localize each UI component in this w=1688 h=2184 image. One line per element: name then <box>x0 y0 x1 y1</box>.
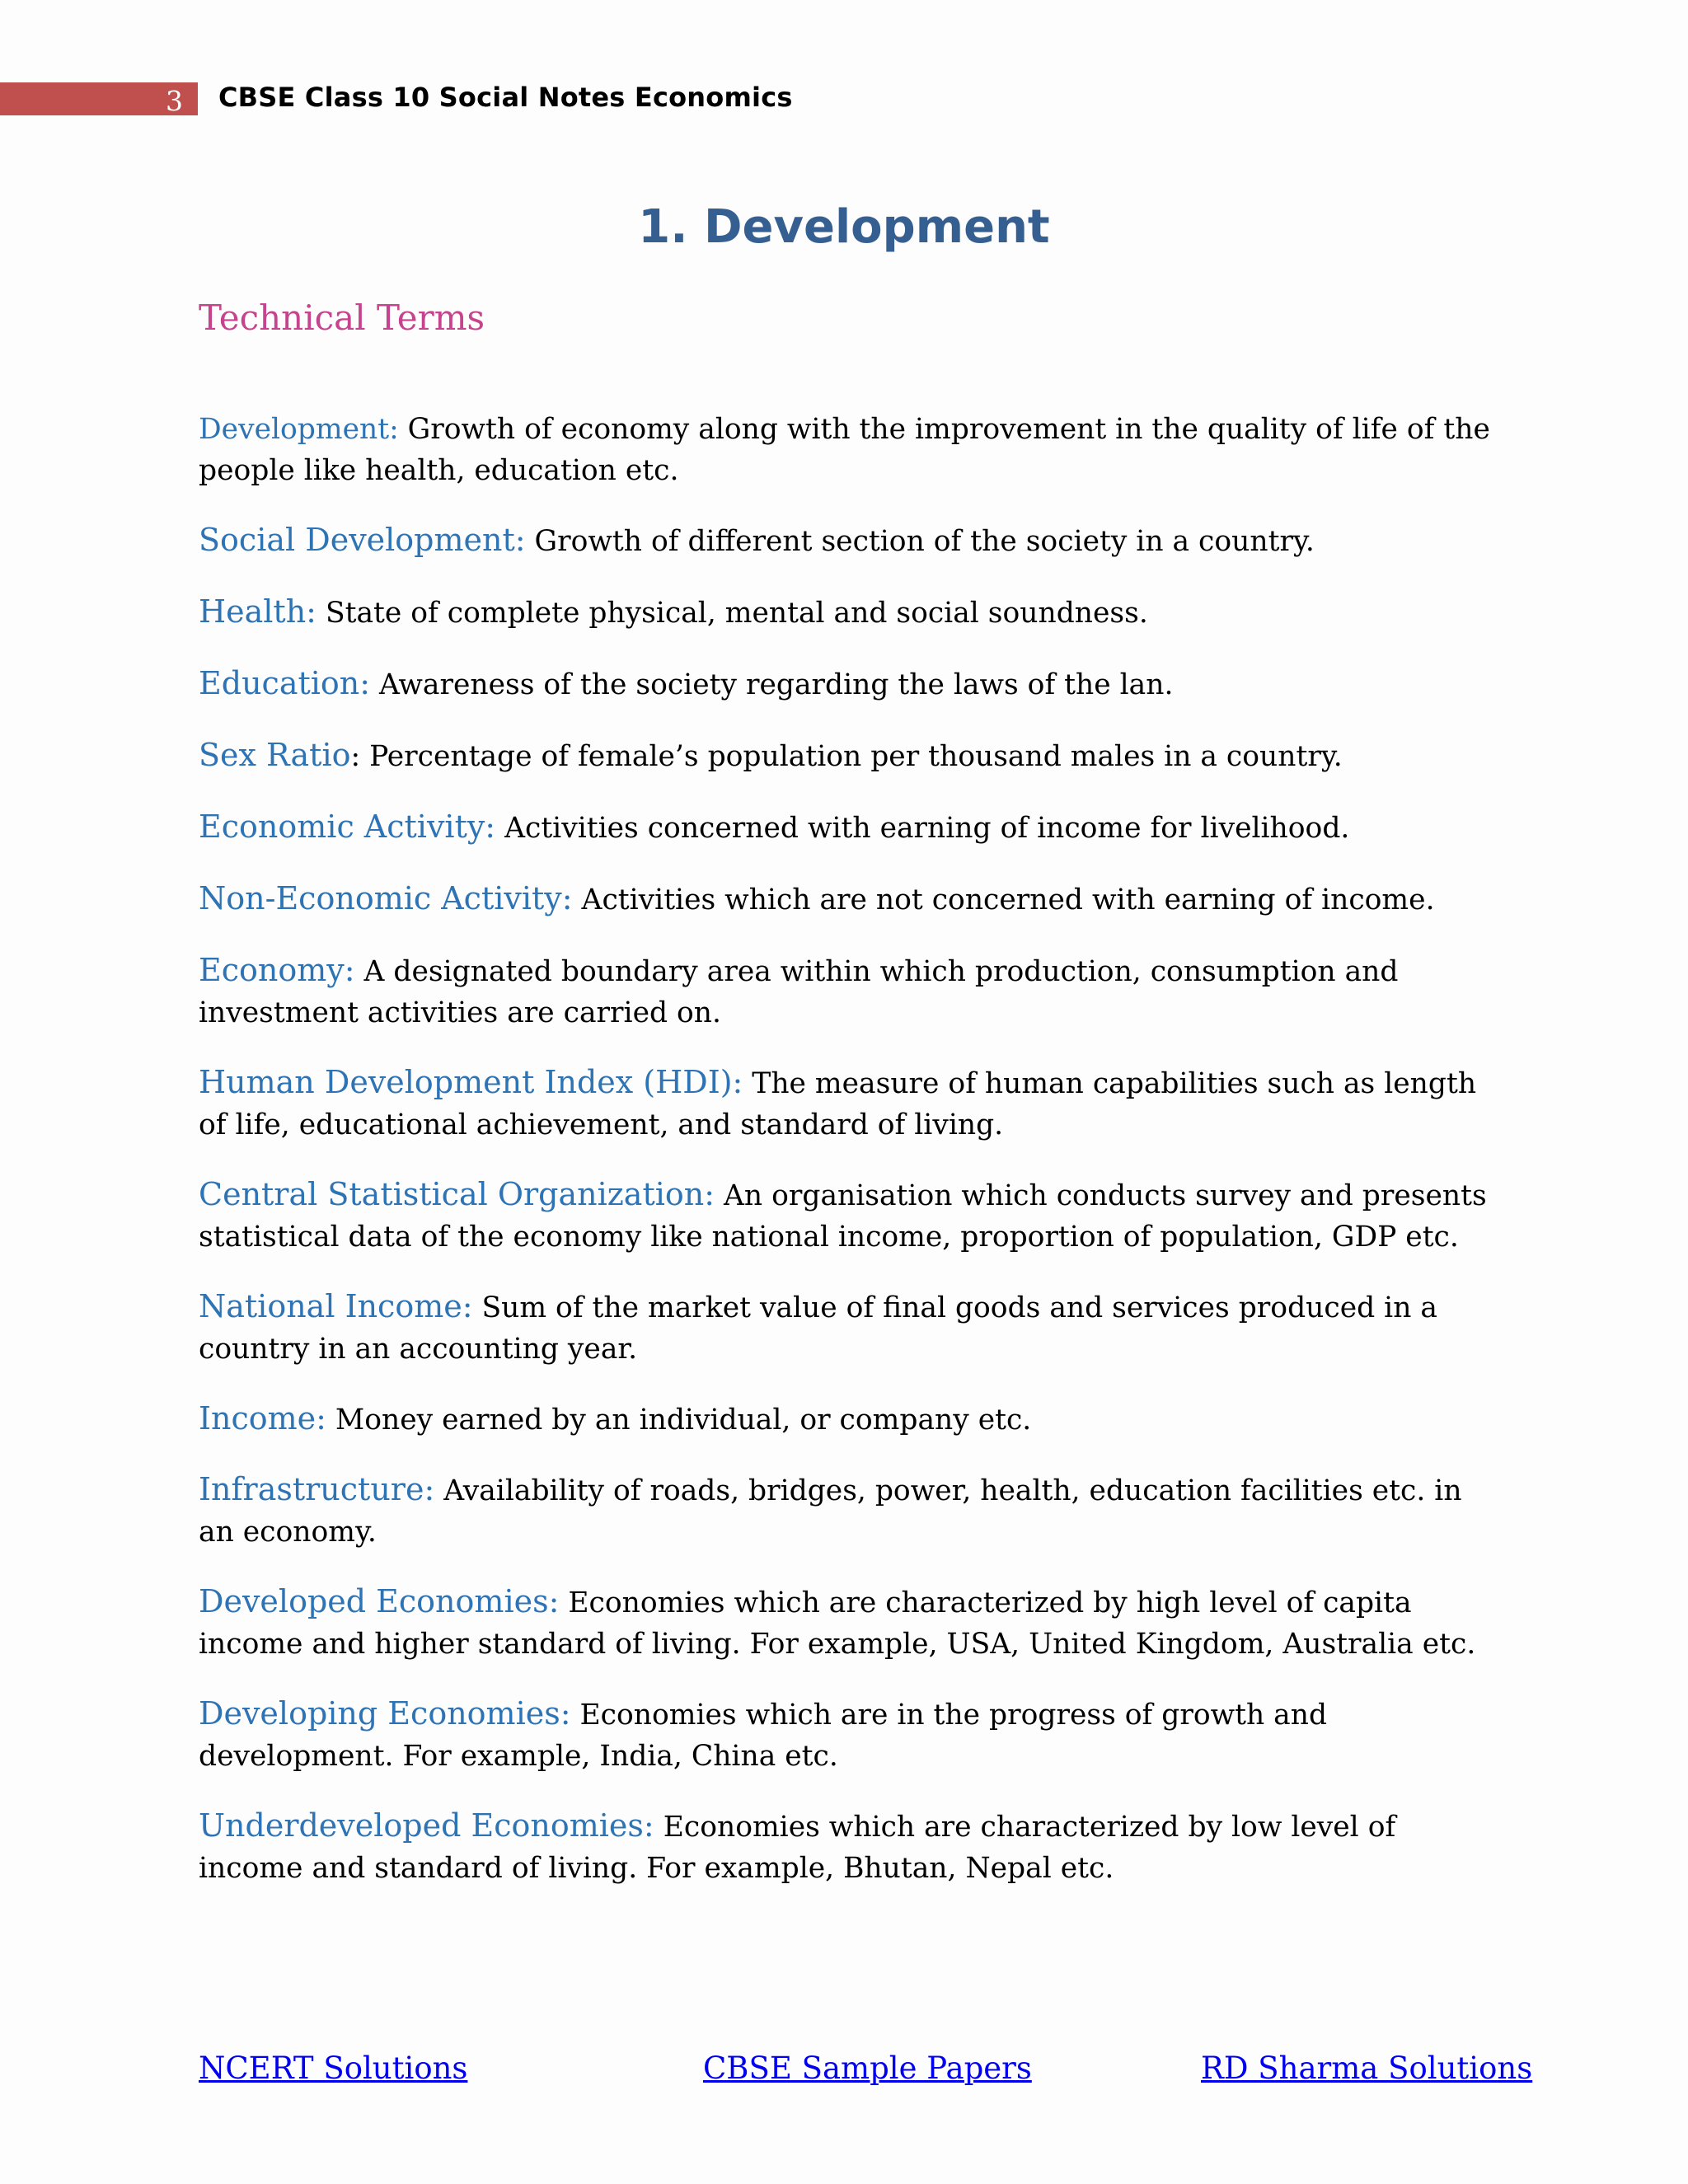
term-developing-economies <box>199 1693 1493 1777</box>
terms-list <box>199 409 1493 1889</box>
term-definition: State of complete physical, mental and social soundness. <box>316 597 1148 630</box>
term-name: Infrastructure: <box>199 1471 435 1507</box>
term-name: Developing Economies: <box>199 1695 571 1732</box>
term-name: Central Statistical Organization: <box>199 1176 715 1212</box>
term-development <box>199 409 1493 491</box>
term-definition: Growth of economy along with the improvement in the quality of life of the people like health, education etc. <box>199 413 1490 487</box>
term-definition: Sum of the market value of final goods and services produced in a country in an accounting year. <box>199 1291 1437 1366</box>
term-national-income <box>199 1286 1493 1370</box>
ncert-solutions-link[interactable]: NCERT Solutions <box>199 2050 468 2086</box>
term-name: Economy: <box>199 952 355 988</box>
term-definition: A designated boundary area within which production, consumption and investment activities are carried on. <box>199 955 1399 1029</box>
term-name: Education: <box>199 665 371 701</box>
term-infrastructure <box>199 1469 1493 1553</box>
term-name: Economic Activity: <box>199 808 496 845</box>
term-education <box>199 663 1493 705</box>
term-developed-economies <box>199 1581 1493 1665</box>
term-name: National Income: <box>199 1288 473 1324</box>
term-name: Development: <box>199 413 399 446</box>
term-definition: Money earned by an individual, or company etc. <box>326 1404 1032 1436</box>
term-economy <box>199 949 1493 1033</box>
term-sex-ratio <box>199 734 1493 777</box>
term-definition: Economies which are in the progress of growth and development. For example, India, China etc. <box>199 1699 1328 1773</box>
term-non-economic-activity <box>199 878 1493 921</box>
page-number: 3 <box>166 85 183 117</box>
term-definition: Availability of roads, bridges, power, health, education facilities etc. in an economy. <box>199 1474 1462 1549</box>
header-title: CBSE Class 10 Social Notes Economics <box>218 82 793 113</box>
term-social-development <box>199 519 1493 562</box>
term-definition: Economies which are characterized by high level of capita income and higher standard of living. For example, USA, United Kingdom, Australia etc. <box>199 1586 1476 1661</box>
term-name: Social Development: <box>199 522 526 558</box>
footer-links <box>0 2044 1688 2093</box>
term-underdeveloped-economies <box>199 1805 1493 1889</box>
term-name: Non-Economic Activity: <box>199 880 573 916</box>
term-definition: Activities which are not concerned with earning of income. <box>572 883 1435 916</box>
rd-sharma-solutions-link[interactable]: RD Sharma Solutions <box>1201 2050 1533 2086</box>
term-definition: An organisation which conducts survey and presents statistical data of the economy like national income, proportion of population, GDP etc. <box>199 1179 1487 1254</box>
term-definition: The measure of human capabilities such as length of life, educational achievement, and standard of living. <box>199 1067 1477 1141</box>
term-central-statistical-organization <box>199 1174 1493 1258</box>
term-definition: Economies which are characterized by low level of income and standard of living. For example, Bhutan, Nepal etc. <box>199 1811 1396 1885</box>
term-name: Underdeveloped Economies: <box>199 1807 654 1844</box>
term-definition: Activities concerned with earning of income for livelihood. <box>495 812 1350 845</box>
term-income <box>199 1398 1493 1441</box>
section-title: Technical Terms <box>199 298 485 338</box>
term-definition: Awareness of the society regarding the laws of the lan. <box>370 668 1174 701</box>
chapter-title: 1. Development <box>638 200 1050 254</box>
term-economic-activity <box>199 806 1493 849</box>
term-definition: Growth of different section of the society in a country. <box>525 525 1315 558</box>
term-name: Income: <box>199 1400 326 1436</box>
cbse-sample-papers-link[interactable]: CBSE Sample Papers <box>703 2050 1032 2086</box>
term-definition: : Percentage of female’s population per thousand males in a country. <box>350 740 1343 773</box>
term-health <box>199 591 1493 634</box>
term-hdi <box>199 1062 1493 1146</box>
term-name: Sex Ratio <box>199 737 351 773</box>
term-name: Human Development Index (HDI): <box>199 1064 743 1100</box>
term-name: Health: <box>199 593 316 630</box>
term-name: Developed Economies: <box>199 1583 560 1619</box>
